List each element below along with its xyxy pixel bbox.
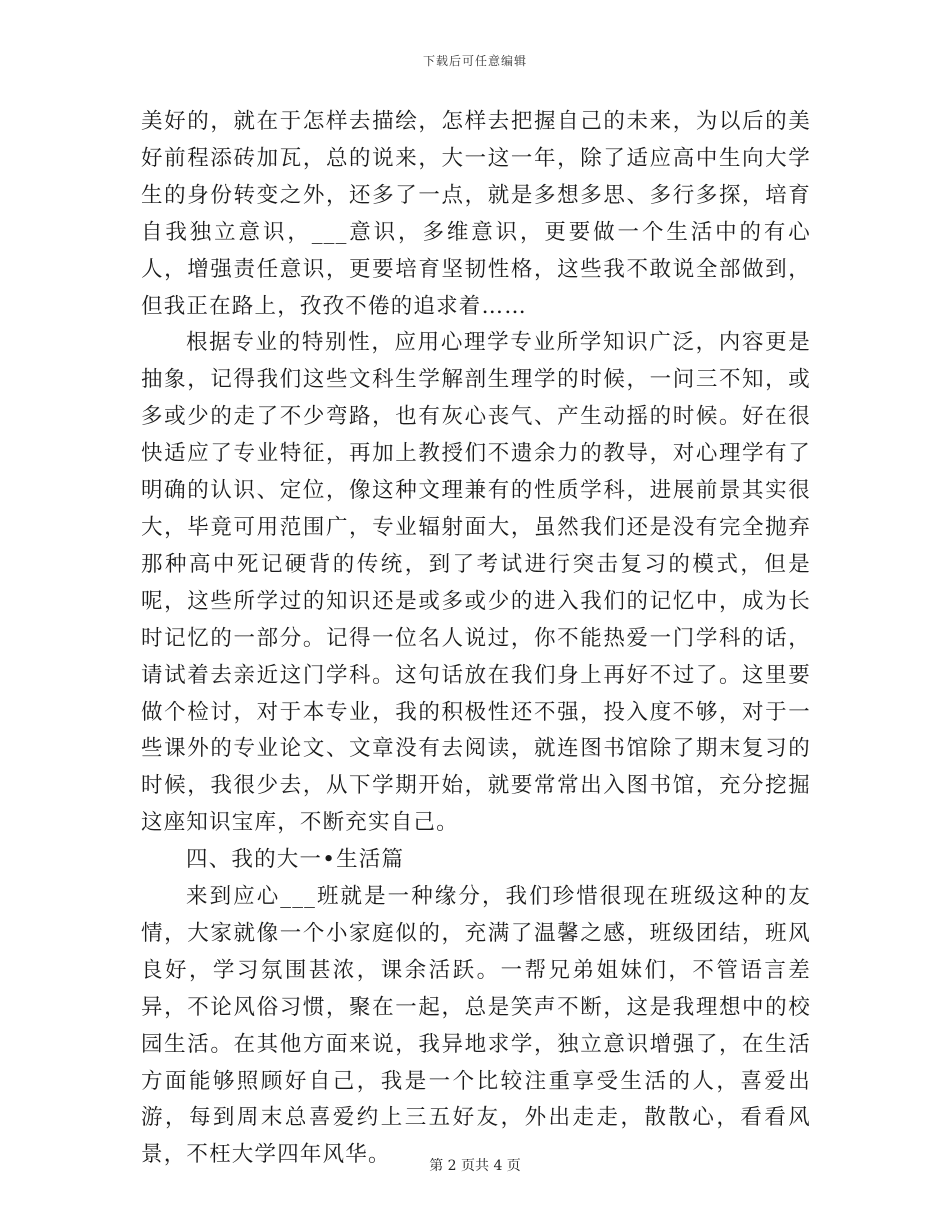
page-number: 第 2 页共 4 页 [429,1158,521,1174]
paragraph-intro-continuation: 美好的，就在于怎样去描绘，怎样去把握自己的未来，为以后的美好前程添砖加瓦，总的说来，大一这一年，除了适应高中生向大学生的身份转变之外，还多了一点，就是多想多思、多行多探，培育自我独立意识，___意识，多维意识，更要做一个生活中的有心人，增强责任意识，更要培育坚韧性格，这些我不敢说全部做到，但我正在路上，孜孜不倦的追求着…… [141,109,811,319]
document-body [141,104,811,1174]
paragraph-study: 根据专业的特别性，应用心理学专业所学知识广泛，内容更是抽象，记得我们这些文科生学解剖生理学的时候，一问三不知，或多或少的走了不少弯路，也有灰心丧气、产生动摇的时候。好在很快适应了专业特征，再加上教授们不遗余力的教导，对心理学有了明确的认识、定位，像这种文理兼有的性质学科，进展前景其实很大，毕竟可用范围广，专业辐射面大，虽然我们还是没有完全抛弃那种高中死记硬背的传统，到了考试进行突击复习的模式，但是呢，这些所学过的知识还是或多或少的进入我们的记忆中，成为长时记忆的一部分。记得一位名人说过，你不能热爱一门学科的话，请试着去亲近这门学科。这句话放在我们身上再好不过了。这里要做个检讨，对于本专业，我的积极性还不强，投入度不够，对于一些课外的专业论文、文章没有去阅读，就连图书馆除了期末复习的时候，我很少去，从下学期开始，就要常常出入图书馆，充分挖掘这座知识宝库，不断充实自己。 [141,330,811,836]
paragraph-life: 来到应心___班就是一种缘分，我们珍惜很现在班级这种的友情，大家就像一个小家庭似的，充满了温馨之感，班级团结，班风良好，学习氛围甚浓，课余活跃。一帮兄弟姐妹们，不管语言差异，不论风俗习惯，聚在一起，总是笑声不断，这是我理想中的校园生活。在其他方面来说，我异地求学，独立意识增强了，在生活方面能够照顾好自己，我是一个比较注重享受生活的人，喜爱出游，每到周末总喜爱约上三五好友，外出走走，散散心，看看风景，不枉大学四年风华。 [141,884,811,1168]
page-header: 下载后可任意编辑 [422,54,527,68]
section-heading-life: 四、我的大一•生活篇 [186,847,405,873]
